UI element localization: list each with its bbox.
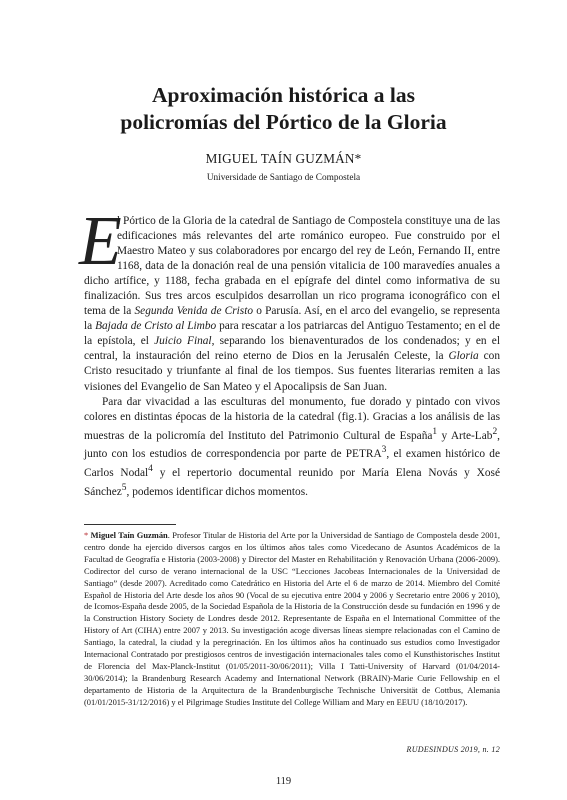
paragraph-2-text: y el repertorio documental reunido por María Elena Novás y Xosé Sánchez <box>84 467 500 498</box>
italic-term: Juicio Final <box>154 335 212 348</box>
paragraph-2-text: Para dar vivacidad a las esculturas del monumento, fue dorado y pintado con vivos colores en distintas épocas de la historia de la catedral (fig.1). Gracias a los análisis de las muestras de la policromía del Instituto del Patrimonio Cultural de España <box>84 395 500 442</box>
paragraph-1-text: para rescatar a los patriarcas del Antiguo Testamento; en el de la epístola, el <box>84 320 501 348</box>
paragraph-2 <box>84 395 500 500</box>
footnote-ref[interactable]: 5 <box>121 483 127 494</box>
footnote-ref[interactable]: 1 <box>432 426 438 437</box>
italic-term: Segunda Venida de Cristo <box>134 305 254 318</box>
paragraph-1-text: l Pórtico de la Gloria de la catedral de Santiago de Compostela constituye una de las edificaciones más relevantes del arte románico europeo. Fue construido por el Maestro Mateo y sus colaboradores por encargo del rey de León, Fernando II, entre 1168, data de la donación real de una pensión vitalicia de 100 maravedíes anuales a dicho artífice, y 1188, fecha grabada en el epígrafe del dintel como informativa de su finalización. Sus tres arcos esculpidos desarrollan un rico programa iconográfico con el tema de la <box>84 215 500 318</box>
paragraph-1 <box>79 203 501 395</box>
paragraph-2-text: , el examen histórico de Carlos Nodal <box>84 448 500 480</box>
article-title <box>60 82 507 136</box>
paragraph-1-text: con Cristo resucitado y triunfante al final de los tiempos. Sus fuentes literarias remiten a las visiones del Evangelio de San Mateo y el Apocalipsis de San Juan. <box>84 350 501 393</box>
title-line-1: Aproximación histórica a las <box>152 83 415 107</box>
author-affiliation: Universidade de Santiago de Compostela <box>206 173 361 183</box>
footnote-ref[interactable]: 2 <box>492 426 498 437</box>
paragraph-2-text: , junto con los estudios de correspondencia por parte de PETRA <box>84 429 500 461</box>
footnote-author-name: Miguel Taín Guzmán <box>90 530 168 540</box>
paragraph-1-text: o Parusía. Así, en el arco del evangelio, se representa la <box>84 305 500 333</box>
footnote-marker: * <box>84 530 89 540</box>
drop-cap: E <box>79 203 122 280</box>
footnote-ref[interactable]: 4 <box>148 464 153 475</box>
page-number: 119 <box>275 776 292 787</box>
paragraph-2-text: , podemos identificar dichos momentos. <box>126 485 308 498</box>
title-line-2: policromías del Pórtico de la Gloria <box>120 110 447 134</box>
footnote-divider <box>84 524 176 525</box>
italic-term: Gloria <box>448 350 479 363</box>
paragraph-1-text: , separando los bienaventurados de los condenados; y en el central, la instauración del reino eterno de Dios en la Jerusalén Celeste, la <box>84 335 500 363</box>
paragraph-2-text: y Arte-Lab <box>437 429 493 442</box>
footnote-text: . Profesor Titular de Historia del Arte por la Universidad de Santiago de Compostela desde 2001, centro donde ha ejercido diversos cargos en los últimos años tales como Vicedecano de Asuntos Académicos de la Facultad de Geografía e Historia (2003-2008) y Director del Master en Rehabilitación y Renovación Urbana (2006-2009). Codirector del curso de verano internacional de la USC “Lecciones Jacobeas Internacionales de la Universidad de Santiago” (desde 2007). Acreditado como Catedrático en Historia del Arte el 6 de marzo de 2014. Miembro del Comité Español de Historia del Arte desde los años 90 (Vocal de su ejecutiva entre 2004 y 2006 y Secretario entre 2006 y 2010), de Icomos-España desde 2005, de la Sociedad Española de la Historia de la Construcción desde su fundación en 1996 y de la Construction History Society de Londres desde 2012. Representante de España en el International Committee of the History of Art (CIHA) entre 2007 y 2013. Su investigación acoge diversas líneas siempre relacionadas con el Camino de Santiago, la catedral, la ciudad y la peregrinación. En los últimos años ha continuado sus estudios como Investigador Internacional Contratado por prestigiosos centros de investigación internacionales tales como el Kunsthistorisches Institut de Florencia del Max-Planck-Institut (01/05/2011-30/06/2011); Villa I Tatti-University of Harvard (01/04/2014-30/06/2014); la Brandenburg Research Academy and International Network (BRAIN)-Marie Curie Fellowship en el departamento de Historia de la Arquitectura de la Brandenburgische Technische Universität de Cottbus, Alemania (01/01/2015-31/12/2016) y el Pilgrimage Studies Institute del College William and Mary en EEUU (18/10/2017). <box>84 530 500 707</box>
italic-term: Bajada de Cristo al Limbo <box>95 320 217 333</box>
author-footnote <box>84 530 500 709</box>
journal-reference: RUDESINDUS 2019, n. 12 <box>406 745 500 754</box>
footnote-ref[interactable]: 3 <box>381 445 387 456</box>
article-body <box>79 203 501 500</box>
author-name: MIGUEL TAÍN GUZMÁN* <box>205 151 362 166</box>
